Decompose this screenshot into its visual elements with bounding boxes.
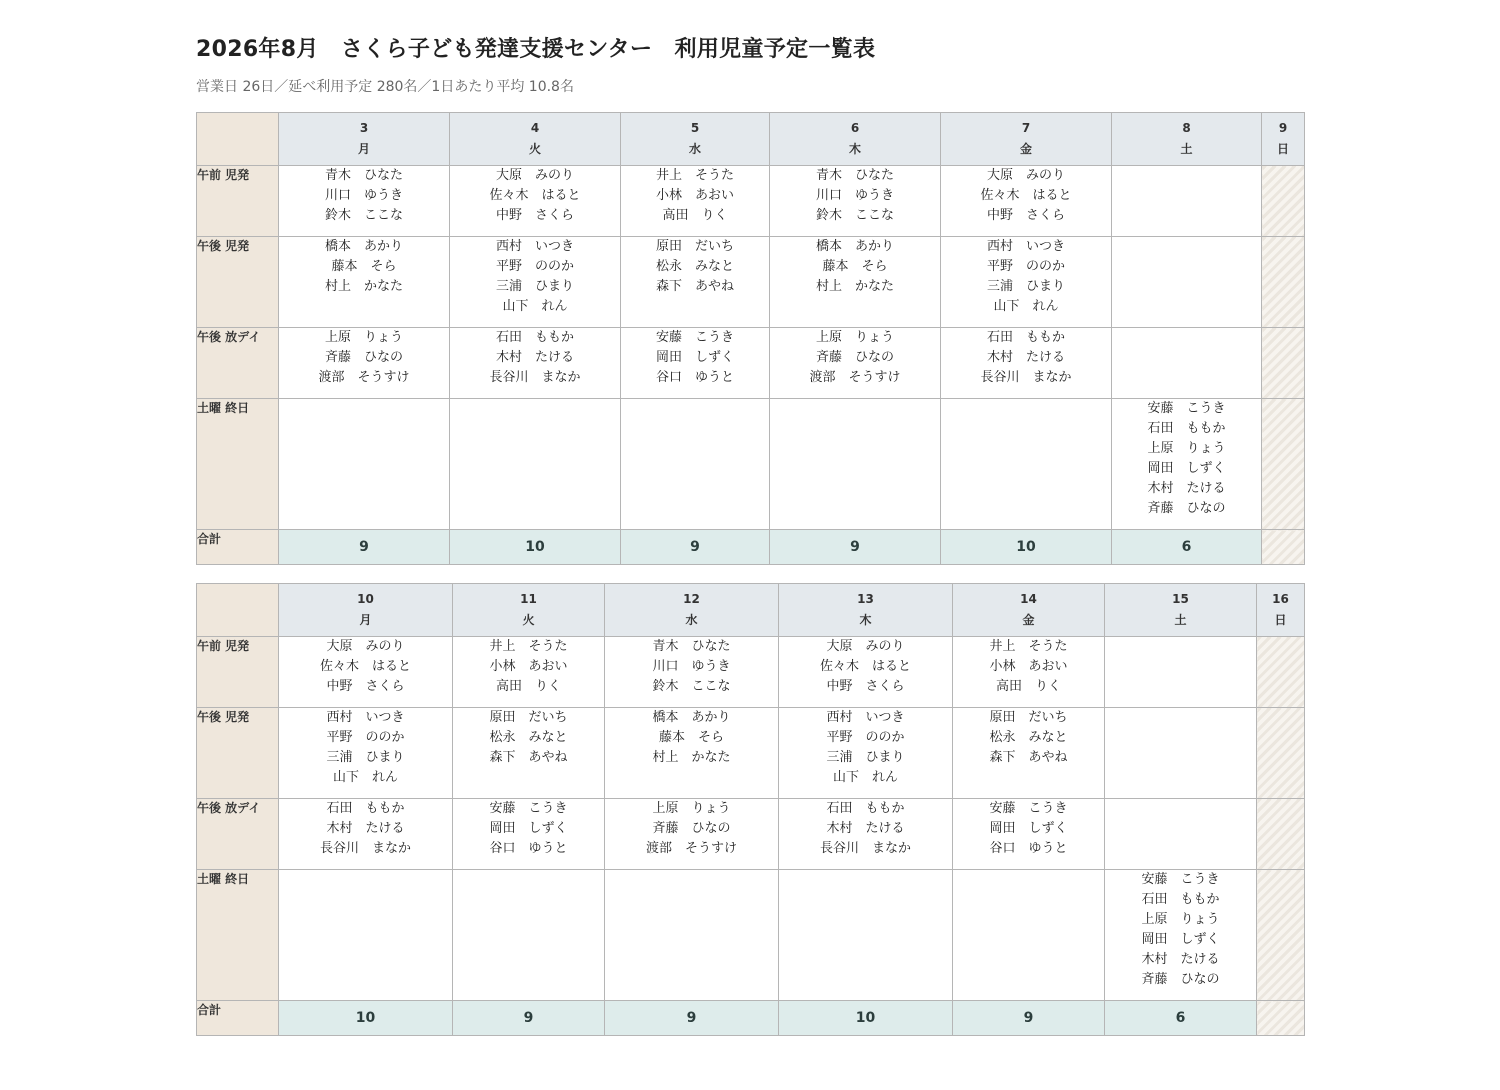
child-name: 石田 ももか bbox=[495, 330, 574, 345]
child-name: 村上 かなた bbox=[815, 279, 894, 294]
child-name: 橋本 あかり bbox=[652, 710, 731, 725]
day-dow: 木 bbox=[859, 613, 872, 627]
schedule-cell bbox=[770, 166, 941, 237]
child-name: 安藤 こうき bbox=[989, 801, 1068, 816]
corner-cell bbox=[197, 584, 279, 637]
day-date: 10 bbox=[357, 592, 374, 606]
sunday-closed-cell bbox=[1257, 637, 1305, 708]
schedule-cell bbox=[953, 799, 1105, 870]
child-name: 平野 ののか bbox=[495, 259, 574, 274]
row-label-after-school: 午後 放デイ bbox=[197, 799, 279, 870]
schedule-cell bbox=[621, 166, 770, 237]
child-name: 森下 あやね bbox=[489, 750, 568, 765]
day-dow: 水 bbox=[685, 613, 698, 627]
child-name: 井上 そうた bbox=[489, 639, 568, 654]
day-dow: 火 bbox=[528, 142, 541, 156]
child-name: 小林 あおい bbox=[655, 188, 734, 203]
child-name: 藤本 そら bbox=[658, 730, 724, 745]
schedule-cell bbox=[941, 399, 1112, 530]
schedule-cell bbox=[605, 870, 779, 1001]
child-name: 大原 みのり bbox=[826, 639, 905, 654]
schedule-cell bbox=[605, 708, 779, 799]
child-name: 石田 ももか bbox=[986, 330, 1065, 345]
child-name: 斉藤 ひなの bbox=[324, 350, 403, 365]
schedule-cell bbox=[779, 637, 953, 708]
child-name: 安藤 こうき bbox=[1141, 872, 1220, 887]
row-label-pm: 午後 児発 bbox=[197, 708, 279, 799]
child-name: 上原 りょう bbox=[652, 801, 731, 816]
day-date: 8 bbox=[1182, 121, 1191, 135]
child-name: 大原 みのり bbox=[495, 168, 574, 183]
child-name: 木村 たける bbox=[1141, 952, 1220, 967]
child-name: 谷口 ゆうと bbox=[989, 841, 1068, 856]
schedule-cell bbox=[279, 637, 453, 708]
child-name: 石田 ももか bbox=[326, 801, 405, 816]
child-name: 川口 ゆうき bbox=[652, 659, 731, 674]
child-name: 斉藤 ひなの bbox=[652, 821, 731, 836]
row-label-after-school: 午後 放デイ bbox=[197, 328, 279, 399]
day-header bbox=[453, 584, 605, 637]
child-name: 高田 りく bbox=[662, 208, 728, 223]
schedule-cell bbox=[453, 799, 605, 870]
daily-total: 9 bbox=[770, 530, 941, 565]
child-name: 長谷川 まなか bbox=[489, 370, 581, 385]
child-name: 小林 あおい bbox=[989, 659, 1068, 674]
child-name: 渡部 そうすけ bbox=[318, 370, 410, 385]
child-name: 森下 あやね bbox=[655, 279, 734, 294]
row-label-total: 合計 bbox=[197, 530, 279, 565]
schedule-cell bbox=[279, 237, 450, 328]
schedule-cell bbox=[1112, 237, 1262, 328]
child-name: 斉藤 ひなの bbox=[1141, 972, 1220, 987]
day-header-sunday bbox=[1262, 113, 1305, 166]
day-header bbox=[779, 584, 953, 637]
schedule-cell bbox=[279, 799, 453, 870]
schedule-cell bbox=[941, 237, 1112, 328]
child-name: 平野 ののか bbox=[826, 730, 905, 745]
daily-total: 9 bbox=[279, 530, 450, 565]
schedule-cell bbox=[621, 399, 770, 530]
day-dow: 月 bbox=[357, 142, 370, 156]
week-table-2 bbox=[196, 583, 1305, 1036]
child-name: 原田 だいち bbox=[655, 239, 734, 254]
child-name: 岡田 しずく bbox=[489, 821, 568, 836]
child-name: 岡田 しずく bbox=[1147, 461, 1226, 476]
child-name: 長谷川 まなか bbox=[819, 841, 911, 856]
schedule-cell bbox=[1105, 799, 1257, 870]
daily-total: 9 bbox=[621, 530, 770, 565]
child-name: 村上 かなた bbox=[324, 279, 403, 294]
day-date: 9 bbox=[1278, 121, 1288, 135]
child-name: 山下 れん bbox=[832, 770, 898, 785]
schedule-cell bbox=[605, 637, 779, 708]
schedule-cell bbox=[621, 237, 770, 328]
day-date: 15 bbox=[1172, 592, 1189, 606]
day-dow: 木 bbox=[848, 142, 861, 156]
child-name: 佐々木 はると bbox=[319, 659, 411, 674]
child-name: 佐々木 はると bbox=[489, 188, 581, 203]
child-name: 青木 ひなた bbox=[324, 168, 403, 183]
child-name: 岡田 しずく bbox=[989, 821, 1068, 836]
child-name: 中野 さくら bbox=[826, 679, 905, 694]
child-name: 安藤 こうき bbox=[655, 330, 734, 345]
day-dow: 土 bbox=[1180, 142, 1193, 156]
child-name: 岡田 しずく bbox=[1141, 932, 1220, 947]
day-header bbox=[770, 113, 941, 166]
day-dow: 月 bbox=[359, 613, 372, 627]
schedule-cell bbox=[453, 637, 605, 708]
schedule-document bbox=[196, 34, 1304, 1036]
child-name: 木村 たける bbox=[1147, 481, 1226, 496]
child-name: 安藤 こうき bbox=[1147, 401, 1226, 416]
day-header bbox=[1105, 584, 1257, 637]
schedule-cell bbox=[1105, 708, 1257, 799]
schedule-cell bbox=[770, 328, 941, 399]
day-header bbox=[279, 113, 450, 166]
day-header-sunday bbox=[1257, 584, 1305, 637]
schedule-cell bbox=[1105, 637, 1257, 708]
child-name: 森下 あやね bbox=[989, 750, 1068, 765]
day-date: 3 bbox=[359, 121, 369, 135]
child-name: 佐々木 はると bbox=[980, 188, 1072, 203]
schedule-cell bbox=[779, 708, 953, 799]
daily-total: 9 bbox=[605, 1001, 779, 1036]
child-name: 木村 たける bbox=[986, 350, 1065, 365]
day-date: 4 bbox=[530, 121, 540, 135]
day-dow: 金 bbox=[1022, 613, 1035, 627]
child-name: 上原 りょう bbox=[1147, 441, 1226, 456]
schedule-cell bbox=[450, 328, 621, 399]
child-name: 中野 さくら bbox=[986, 208, 1065, 223]
child-name: 三浦 ひまり bbox=[326, 750, 405, 765]
schedule-cell bbox=[621, 328, 770, 399]
schedule-cell bbox=[770, 237, 941, 328]
daily-total: 10 bbox=[941, 530, 1112, 565]
schedule-cell bbox=[941, 328, 1112, 399]
child-name: 三浦 ひまり bbox=[826, 750, 905, 765]
day-date: 12 bbox=[683, 592, 700, 606]
day-dow: 土 bbox=[1174, 613, 1187, 627]
schedule-cell bbox=[453, 870, 605, 1001]
child-name: 平野 ののか bbox=[986, 259, 1065, 274]
child-name: 川口 ゆうき bbox=[324, 188, 403, 203]
schedule-cell bbox=[1112, 166, 1262, 237]
child-name: 西村 いつき bbox=[986, 239, 1065, 254]
child-name: 鈴木 ここな bbox=[652, 679, 731, 694]
child-name: 原田 だいち bbox=[989, 710, 1068, 725]
child-name: 木村 たける bbox=[495, 350, 574, 365]
schedule-cell bbox=[279, 328, 450, 399]
schedule-cell bbox=[1112, 328, 1262, 399]
child-name: 西村 いつき bbox=[826, 710, 905, 725]
row-label-total: 合計 bbox=[197, 1001, 279, 1036]
daily-total: 9 bbox=[453, 1001, 605, 1036]
sunday-closed-cell bbox=[1257, 1001, 1305, 1036]
child-name: 橋本 あかり bbox=[815, 239, 894, 254]
child-name: 木村 たける bbox=[826, 821, 905, 836]
sunday-closed-cell bbox=[1257, 799, 1305, 870]
schedule-cell bbox=[450, 166, 621, 237]
day-header bbox=[279, 584, 453, 637]
day-header bbox=[450, 113, 621, 166]
child-name: 小林 あおい bbox=[489, 659, 568, 674]
child-name: 安藤 こうき bbox=[489, 801, 568, 816]
schedule-cell bbox=[941, 166, 1112, 237]
child-name: 高田 りく bbox=[995, 679, 1061, 694]
child-name: 石田 ももか bbox=[1141, 892, 1220, 907]
day-date: 5 bbox=[690, 121, 700, 135]
child-name: 鈴木 ここな bbox=[815, 208, 894, 223]
schedule-cell bbox=[279, 399, 450, 530]
schedule-cell bbox=[779, 799, 953, 870]
day-header bbox=[953, 584, 1105, 637]
daily-total: 9 bbox=[953, 1001, 1105, 1036]
row-label-saturday: 土曜 終日 bbox=[197, 399, 279, 530]
day-date: 6 bbox=[850, 121, 860, 135]
schedule-cell bbox=[953, 870, 1105, 1001]
schedule-cell bbox=[953, 637, 1105, 708]
child-name: 上原 りょう bbox=[324, 330, 403, 345]
sunday-closed-cell bbox=[1262, 328, 1305, 399]
day-header bbox=[621, 113, 770, 166]
schedule-cell bbox=[779, 870, 953, 1001]
child-name: 木村 たける bbox=[326, 821, 405, 836]
child-name: 渡部 そうすけ bbox=[809, 370, 901, 385]
child-name: 松永 みなと bbox=[489, 730, 568, 745]
day-date: 13 bbox=[857, 592, 874, 606]
schedule-cell bbox=[450, 237, 621, 328]
day-dow: 水 bbox=[688, 142, 701, 156]
child-name: 佐々木 はると bbox=[819, 659, 911, 674]
child-name: 中野 さくら bbox=[495, 208, 574, 223]
child-name: 橋本 あかり bbox=[324, 239, 403, 254]
row-label-saturday: 土曜 終日 bbox=[197, 870, 279, 1001]
schedule-cell bbox=[770, 399, 941, 530]
child-name: 原田 だいち bbox=[489, 710, 568, 725]
day-dow: 日 bbox=[1274, 613, 1287, 627]
daily-total: 10 bbox=[279, 1001, 453, 1036]
page-title: 2026年8月 さくら子ども発達支援センター 利用児童予定一覧表 bbox=[196, 37, 876, 62]
child-name: 松永 みなと bbox=[655, 259, 734, 274]
daily-total: 10 bbox=[779, 1001, 953, 1036]
child-name: 上原 りょう bbox=[815, 330, 894, 345]
child-name: 長谷川 まなか bbox=[980, 370, 1072, 385]
day-dow: 金 bbox=[1019, 142, 1032, 156]
child-name: 高田 りく bbox=[495, 679, 561, 694]
child-name: 井上 そうた bbox=[655, 168, 734, 183]
child-name: 斉藤 ひなの bbox=[815, 350, 894, 365]
day-dow: 火 bbox=[522, 613, 535, 627]
day-header bbox=[605, 584, 779, 637]
child-name: 松永 みなと bbox=[989, 730, 1068, 745]
schedule-cell bbox=[1105, 870, 1257, 1001]
child-name: 鈴木 ここな bbox=[324, 208, 403, 223]
child-name: 石田 ももか bbox=[826, 801, 905, 816]
schedule-cell bbox=[279, 870, 453, 1001]
row-label-am: 午前 児発 bbox=[197, 166, 279, 237]
child-name: 西村 いつき bbox=[326, 710, 405, 725]
child-name: 藤本 そら bbox=[331, 259, 397, 274]
sunday-closed-cell bbox=[1262, 399, 1305, 530]
child-name: 斉藤 ひなの bbox=[1147, 501, 1226, 516]
child-name: 三浦 ひまり bbox=[986, 279, 1065, 294]
day-date: 16 bbox=[1272, 592, 1289, 606]
day-date: 11 bbox=[520, 592, 537, 606]
sunday-closed-cell bbox=[1262, 530, 1305, 565]
row-label-pm: 午後 児発 bbox=[197, 237, 279, 328]
day-header bbox=[1112, 113, 1262, 166]
child-name: 山下 れん bbox=[993, 299, 1059, 314]
sunday-closed-cell bbox=[1262, 166, 1305, 237]
corner-cell bbox=[197, 113, 279, 166]
daily-total: 6 bbox=[1105, 1001, 1257, 1036]
child-name: 青木 ひなた bbox=[652, 639, 731, 654]
week-table-1 bbox=[196, 112, 1305, 565]
daily-total: 6 bbox=[1112, 530, 1262, 565]
child-name: 大原 みのり bbox=[326, 639, 405, 654]
sunday-closed-cell bbox=[1257, 870, 1305, 1001]
child-name: 中野 さくら bbox=[326, 679, 405, 694]
daily-total: 10 bbox=[450, 530, 621, 565]
child-name: 山下 れん bbox=[502, 299, 568, 314]
page-subtitle: 営業日 26日／延べ利用予定 280名／1日あたり平均 10.8名 bbox=[196, 79, 574, 95]
child-name: 藤本 そら bbox=[822, 259, 888, 274]
sunday-closed-cell bbox=[1257, 708, 1305, 799]
child-name: 上原 りょう bbox=[1141, 912, 1220, 927]
schedule-cell bbox=[450, 399, 621, 530]
day-date: 14 bbox=[1020, 592, 1037, 606]
child-name: 渡部 そうすけ bbox=[645, 841, 737, 856]
child-name: 村上 かなた bbox=[652, 750, 731, 765]
child-name: 三浦 ひまり bbox=[495, 279, 574, 294]
child-name: 谷口 ゆうと bbox=[489, 841, 568, 856]
day-header bbox=[941, 113, 1112, 166]
schedule-cell bbox=[605, 799, 779, 870]
child-name: 平野 ののか bbox=[326, 730, 405, 745]
schedule-cell bbox=[279, 708, 453, 799]
schedule-cell bbox=[953, 708, 1105, 799]
row-label-am: 午前 児発 bbox=[197, 637, 279, 708]
child-name: 青木 ひなた bbox=[815, 168, 894, 183]
child-name: 井上 そうた bbox=[989, 639, 1068, 654]
schedule-cell bbox=[279, 166, 450, 237]
schedule-cell bbox=[1112, 399, 1262, 530]
sunday-closed-cell bbox=[1262, 237, 1305, 328]
child-name: 石田 ももか bbox=[1147, 421, 1226, 436]
child-name: 谷口 ゆうと bbox=[655, 370, 734, 385]
child-name: 大原 みのり bbox=[986, 168, 1065, 183]
child-name: 西村 いつき bbox=[495, 239, 574, 254]
schedule-cell bbox=[453, 708, 605, 799]
child-name: 岡田 しずく bbox=[655, 350, 734, 365]
day-dow: 日 bbox=[1276, 142, 1289, 156]
day-date: 7 bbox=[1021, 121, 1031, 135]
child-name: 山下 れん bbox=[332, 770, 398, 785]
child-name: 長谷川 まなか bbox=[319, 841, 411, 856]
child-name: 川口 ゆうき bbox=[815, 188, 894, 203]
